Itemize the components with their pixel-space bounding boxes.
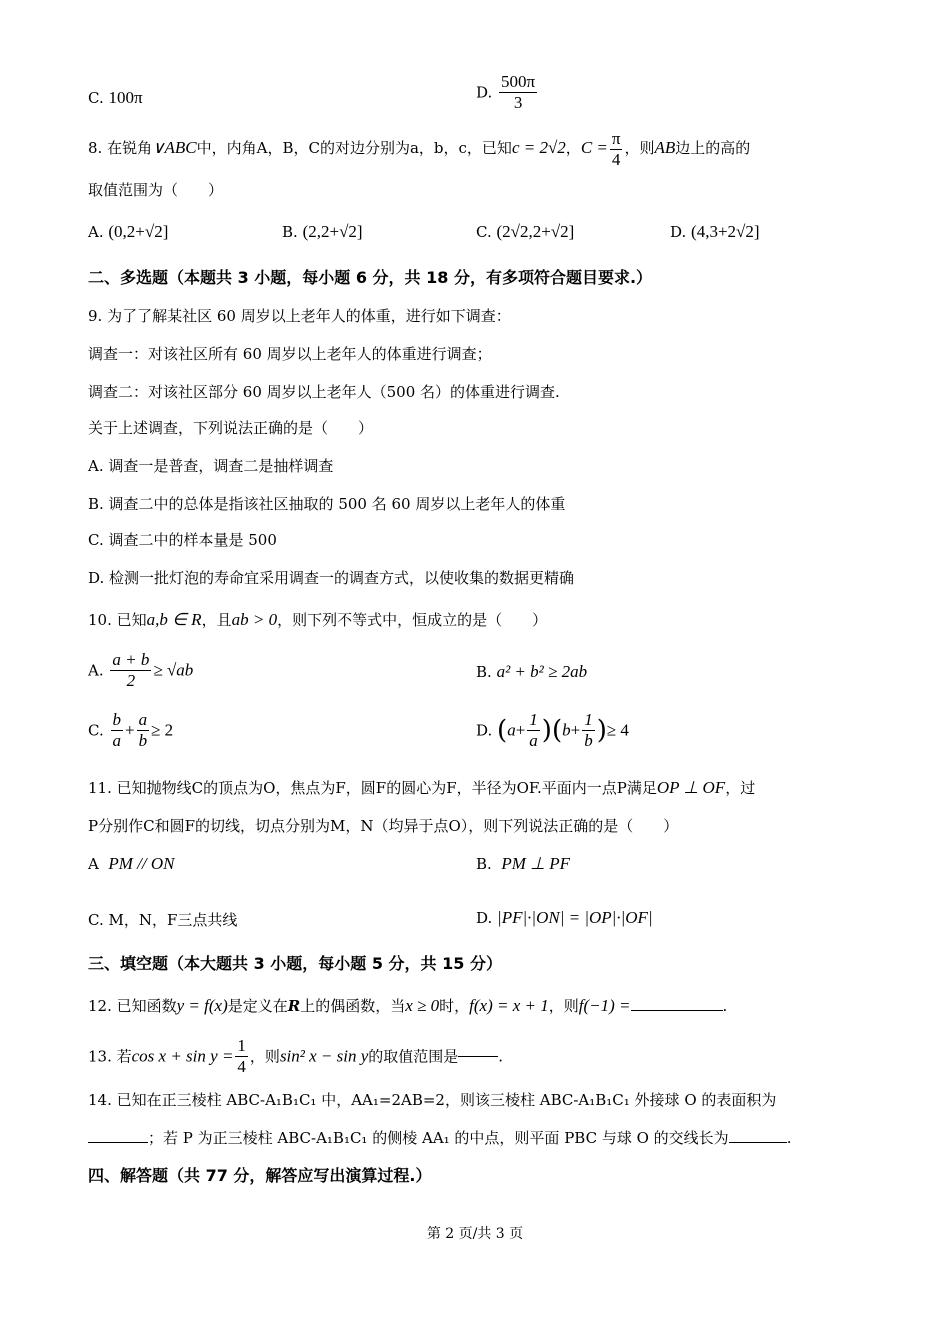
q8-option-d: D. (4,3+2√2] [670, 222, 760, 241]
q11-option-c: C. M，N，F三点共线 [88, 911, 238, 929]
q12-stem: 12. 已知函数y = f(x)是定义在R上的偶函数，当x ≥ 0时，f(x) = x + 1，则f(−1) = . [88, 996, 728, 1015]
q13-stem: 13. 若cos x + sin y = $\frac{1}{4}$ ，则sin² x − sin y的取值范围是 . [88, 1036, 504, 1076]
q9-option-b: B. 调查二中的总体是指该社区抽取的 500 名 60 周岁以上老年人的体重 [88, 495, 566, 513]
q11-option-b: B. PM ⊥ PF [476, 854, 570, 873]
q9-option-d: D. 检测一批灯泡的寿命宜采用调查一的调查方式，以使收集的数据更精确 [88, 569, 575, 587]
q11-option-d: D. |PF|·|ON| = |OP|·|OF| [476, 908, 653, 927]
q11-stem-line1: 11. 已知抛物线C的顶点为O，焦点为F，圆F的圆心为F，半径为OF.平面内一点P满足OP ⊥ OF，过 [88, 778, 756, 797]
q14-answer-blank-2[interactable] [729, 1142, 787, 1143]
q7-option-d: D. $\frac{500\pi}{3}$ [476, 72, 536, 112]
q10-option-c: C. $\frac{b}{a}$ + $\frac{a}{b}$ ≥ 2 [88, 710, 174, 750]
q8-stem-line2: 取值范围为（ ） [88, 181, 224, 199]
q10-stem: 10. 已知a,b ∈ R，且ab > 0，则下列不等式中，恒成立的是（ ） [88, 610, 548, 629]
page-footer: 第 2 页/共 3 页 [426, 1226, 524, 1242]
q13-answer-blank[interactable] [458, 1056, 498, 1057]
q7-option-c: C. 100π [88, 88, 143, 107]
q10-option-d: D. (a+ $\frac{1}{a}$ )(b+ $\frac{1}{b}$ )≥ 4 [476, 710, 629, 750]
q9-option-c: C. 调查二中的样本量是 500 [88, 531, 277, 549]
q8-option-c: C. (2√2,2+√2] [476, 222, 575, 241]
q11-stem-line2: P分别作C和圆F的切线，切点分别为M，N（均异于点O），则下列说法正确的是（ ） [88, 817, 679, 835]
section-3-title: 三、填空题（本大题共 3 小题，每小题 5 分，共 15 分） [88, 954, 502, 973]
section-4-title: 四、解答题（共 77 分，解答应写出演算过程.） [88, 1166, 432, 1185]
q14-stem-line1: 14. 已知在正三棱柱 ABC-A₁B₁C₁ 中，AA₁=2AB=2，则该三棱柱 ABC-A₁B₁C₁ 外接球 O 的表面积为 [88, 1091, 777, 1109]
q8-option-b: B. (2,2+√2] [282, 222, 363, 241]
q14-answer-blank-1[interactable] [88, 1142, 148, 1143]
q14-stem-line2: ；若 P 为正三棱柱 ABC-A₁B₁C₁ 的侧棱 AA₁ 的中点，则平面 PBC 与球 O 的交线长为 . [88, 1128, 791, 1148]
q9-option-a: A. 调查一是普查，调查二是抽样调查 [88, 457, 334, 475]
q11-option-a: A PM // ON [88, 854, 175, 873]
q9-survey-1: 调查一：对该社区所有 60 周岁以上老年人的体重进行调查； [88, 345, 492, 363]
section-2-title: 二、多选题（本题共 3 小题，每小题 6 分，共 18 分，有多项符合题目要求.） [88, 268, 653, 287]
q9-survey-2: 调查二：对该社区部分 60 周岁以上老年人（500 名）的体重进行调查. [88, 383, 560, 401]
q8-option-a: A. (0,2+√2] [88, 222, 169, 241]
q12-answer-blank[interactable] [631, 1010, 723, 1011]
q10-option-b: B. a² + b² ≥ 2ab [476, 662, 588, 681]
q9-stem: 9. 为了了解某社区 60 周岁以上老年人的体重，进行如下调查： [88, 307, 511, 325]
q10-option-a: A. $\frac{a + b}{2}$ ≥ √ab [88, 650, 194, 690]
q9-question: 关于上述调查，下列说法正确的是（ ） [88, 419, 374, 437]
q8-stem: 8. 在锐角∨ABC中，内角A，B，C的对边分别为a，b，c，已知c = 2√2，C = $\frac{\pi}{4}$ ，则AB边上的高的 [88, 128, 751, 169]
